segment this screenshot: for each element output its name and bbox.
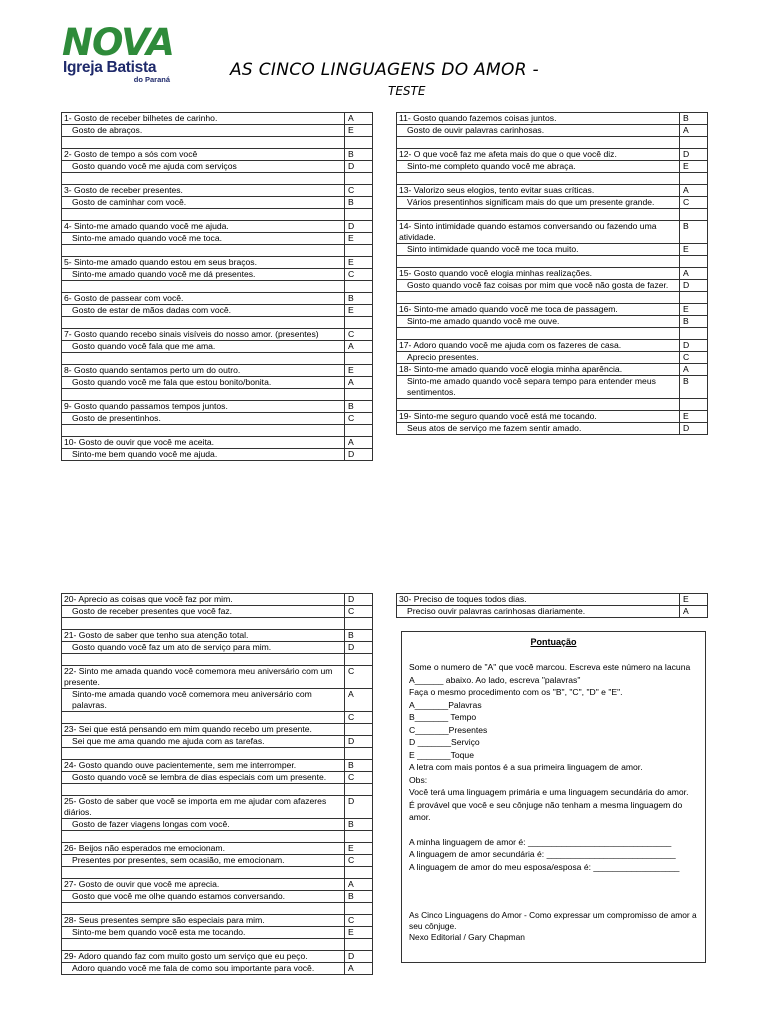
scoring-obs: Obs:	[409, 774, 428, 785]
letter-cell: E	[345, 927, 373, 939]
statement-cell: Gosto quando você me fala que estou bonito/bonita.	[62, 377, 345, 389]
spacer-cell	[62, 784, 345, 796]
score-line-e: E _______Toque	[409, 749, 474, 760]
question-row	[62, 257, 373, 269]
question-row	[397, 209, 708, 221]
spacer-cell	[62, 389, 345, 401]
question-row	[62, 963, 373, 975]
score-line-d: D _______Serviço	[409, 737, 480, 747]
letter-cell: A	[680, 125, 708, 137]
question-row	[62, 891, 373, 903]
question-table-right-bottom	[396, 593, 708, 618]
spacer-cell	[397, 328, 680, 340]
statement-cell: 1- Gosto de receber bilhetes de carinho.	[62, 113, 345, 125]
letter-cell: D	[345, 161, 373, 173]
letter-cell: C	[680, 197, 708, 209]
letter-cell	[345, 389, 373, 401]
question-row	[62, 831, 373, 843]
question-row	[62, 329, 373, 341]
letter-cell: B	[345, 630, 373, 642]
letter-cell: C	[345, 666, 373, 689]
letter-cell	[345, 654, 373, 666]
statement-cell: 15- Gosto quando você elogia minhas realizações.	[397, 268, 680, 280]
letter-cell: B	[680, 316, 708, 328]
fill-secondary: A linguagem de amor secundária é: ___________________________	[409, 849, 676, 859]
statement-cell: Sinto-me completo quando você me abraça.	[397, 161, 680, 173]
spacer-cell	[62, 903, 345, 915]
statement-cell: Preciso ouvir palavras carinhosas diariamente.	[397, 606, 680, 618]
question-row	[397, 594, 708, 606]
statement-cell: Sinto-me bem quando você esta me tocando.	[62, 927, 345, 939]
question-row	[397, 376, 708, 399]
statement-cell: Gosto quando você fala que me ama.	[62, 341, 345, 353]
statement-cell: 12- O que você faz me afeta mais do que o que você diz.	[397, 149, 680, 161]
letter-cell: E	[345, 125, 373, 137]
statement-cell: Gosto de presentinhos.	[62, 413, 345, 425]
spacer-cell	[62, 939, 345, 951]
question-row	[62, 630, 373, 642]
question-row	[62, 185, 373, 197]
statement-cell: 8- Gosto quando sentamos perto um do outro.	[62, 365, 345, 377]
score-line-a: A_______Palavras	[409, 699, 482, 710]
statement-cell: Gosto quando você se lembra de dias especiais com um presente.	[62, 772, 345, 784]
question-row	[62, 269, 373, 281]
letter-cell	[345, 281, 373, 293]
question-row	[397, 340, 708, 352]
question-row	[62, 113, 373, 125]
reference-author: Nexo Editorial / Gary Chapman	[409, 932, 525, 942]
question-row	[397, 149, 708, 161]
question-row	[62, 317, 373, 329]
statement-cell: 21- Gosto de saber que tenho sua atenção total.	[62, 630, 345, 642]
fill-spouse: A linguagem de amor do meu esposa/esposa é: __________________	[409, 861, 680, 872]
question-row	[62, 425, 373, 437]
letter-cell	[345, 724, 373, 736]
letter-cell: C	[345, 606, 373, 618]
statement-cell: Gosto de abraços.	[62, 125, 345, 137]
statement-cell: Gosto de receber presentes que você faz.	[62, 606, 345, 618]
question-row	[397, 185, 708, 197]
question-row	[397, 399, 708, 411]
statement-cell: Sinto intimidade quando você me toca muito.	[397, 244, 680, 256]
letter-cell	[345, 748, 373, 760]
letter-cell: A	[345, 377, 373, 389]
letter-cell: A	[680, 606, 708, 618]
letter-cell: B	[680, 221, 708, 244]
letter-cell: D	[680, 340, 708, 352]
question-row	[62, 149, 373, 161]
question-row	[397, 316, 708, 328]
question-table-right-top	[396, 112, 708, 435]
letter-cell: E	[680, 161, 708, 173]
statement-cell: Sinto-me amado quando você me ouve.	[397, 316, 680, 328]
question-row	[62, 389, 373, 401]
letter-cell	[345, 317, 373, 329]
scoring-first: A letra com mais pontos é a sua primeira linguagem de amor.	[409, 762, 643, 772]
question-row	[397, 292, 708, 304]
spacer-cell	[62, 712, 345, 724]
question-row	[62, 654, 373, 666]
statement-cell: 7- Gosto quando recebo sinais visíveis do nosso amor. (presentes)	[62, 329, 345, 341]
question-row	[62, 879, 373, 891]
question-row	[62, 161, 373, 173]
question-row	[62, 843, 373, 855]
letter-cell: C	[345, 855, 373, 867]
statement-cell: 16- Sinto-me amado quando você me toca de passagem.	[397, 304, 680, 316]
question-row	[62, 449, 373, 461]
statement-cell: Sinto-me amada quando você comemora meu aniversário com palavras.	[62, 689, 345, 712]
spacer-cell	[62, 209, 345, 221]
spacer-cell	[397, 209, 680, 221]
question-row	[397, 328, 708, 340]
scoring-obs2: É provável que você e seu cônjuge não tenham a mesma linguagem do amor.	[409, 799, 683, 822]
statement-cell: Aprecio presentes.	[397, 352, 680, 364]
letter-cell: B	[345, 760, 373, 772]
letter-cell: B	[345, 891, 373, 903]
letter-cell: D	[345, 221, 373, 233]
letter-cell	[345, 618, 373, 630]
question-row	[62, 618, 373, 630]
spacer-cell	[62, 867, 345, 879]
letter-cell: D	[345, 796, 373, 819]
logo-igreja: Igreja Batista	[63, 59, 157, 76]
letter-cell: E	[345, 233, 373, 245]
letter-cell: E	[680, 411, 708, 423]
statement-cell: Sinto-me bem quando você me ajuda.	[62, 449, 345, 461]
question-row	[62, 341, 373, 353]
spacer-cell	[62, 137, 345, 149]
question-row	[397, 137, 708, 149]
question-row	[397, 244, 708, 256]
letter-cell: B	[345, 819, 373, 831]
letter-cell: D	[680, 280, 708, 292]
reference-note	[409, 910, 699, 943]
score-line-b: B_______ Tempo	[409, 712, 477, 722]
question-row	[62, 221, 373, 233]
spacer-cell	[62, 245, 345, 257]
letter-cell: B	[680, 113, 708, 125]
question-row	[397, 197, 708, 209]
statement-cell: 29- Adoro quando faz com muito gosto um serviço que eu peço.	[62, 951, 345, 963]
letter-cell: A	[345, 437, 373, 449]
spacer-cell	[62, 317, 345, 329]
question-row	[62, 642, 373, 654]
letter-cell: A	[345, 963, 373, 975]
scoring-intro2: Faça o mesmo procedimento com os "B", "C", "D" e "E".	[409, 687, 623, 697]
question-row	[62, 209, 373, 221]
question-row	[397, 352, 708, 364]
question-row	[62, 293, 373, 305]
statement-cell: 11- Gosto quando fazemos coisas juntos.	[397, 113, 680, 125]
letter-cell: E	[680, 244, 708, 256]
question-row	[397, 364, 708, 376]
church-logo	[62, 21, 174, 84]
letter-cell: C	[345, 915, 373, 927]
statement-cell: Gosto quando você faz um ato de serviço para mim.	[62, 642, 345, 654]
question-row	[62, 353, 373, 365]
question-table-left-top	[61, 112, 373, 461]
letter-cell: B	[345, 149, 373, 161]
question-row	[62, 594, 373, 606]
letter-cell: C	[345, 269, 373, 281]
letter-cell: C	[345, 712, 373, 724]
statement-cell: Gosto de caminhar com você.	[62, 197, 345, 209]
spacer-cell	[62, 281, 345, 293]
statement-cell: 4- Sinto-me amado quando você me ajuda.	[62, 221, 345, 233]
score-line-c: C_______Presentes	[409, 724, 488, 735]
question-row	[62, 724, 373, 736]
question-row	[397, 280, 708, 292]
letter-cell: A	[345, 341, 373, 353]
question-row	[62, 125, 373, 137]
letter-cell	[345, 867, 373, 879]
logo-parana: do Paraná	[133, 75, 170, 84]
spacer-cell	[62, 425, 345, 437]
statement-cell: 19- Sinto-me seguro quando você está me tocando.	[397, 411, 680, 423]
question-row	[62, 951, 373, 963]
letter-cell: D	[680, 423, 708, 435]
scoring-intro: Some o numero de "A" que você marcou. Escreva este número na lacuna A______ abaixo. Ao lado, escreva "palavras"	[409, 662, 691, 685]
statement-cell: 27- Gosto de ouvir que você me aprecia.	[62, 879, 345, 891]
letter-cell	[680, 209, 708, 221]
statement-cell: 14- Sinto intimidade quando estamos conversando ou fazendo uma atividade.	[397, 221, 680, 244]
question-row	[62, 281, 373, 293]
question-row	[62, 855, 373, 867]
letter-cell	[345, 209, 373, 221]
question-row	[62, 939, 373, 951]
statement-cell: 25- Gosto de saber que você se importa em me ajudar com afazeres diários.	[62, 796, 345, 819]
statement-cell: 23- Sei que está pensando em mim quando recebo um presente.	[62, 724, 345, 736]
question-row	[62, 606, 373, 618]
letter-cell: E	[345, 257, 373, 269]
question-row	[62, 245, 373, 257]
statement-cell: 9- Gosto quando passamos tempos juntos.	[62, 401, 345, 413]
letter-cell	[345, 939, 373, 951]
question-row	[397, 411, 708, 423]
question-row	[397, 423, 708, 435]
statement-cell: Sei que me ama quando me ajuda com as tarefas.	[62, 736, 345, 748]
question-row	[397, 113, 708, 125]
question-row	[62, 173, 373, 185]
spacer-cell	[397, 292, 680, 304]
letter-cell	[680, 173, 708, 185]
question-row	[62, 233, 373, 245]
letter-cell	[680, 256, 708, 268]
statement-cell: 13- Valorizo seus elogios, tento evitar suas críticas.	[397, 185, 680, 197]
letter-cell: C	[680, 352, 708, 364]
question-row	[62, 377, 373, 389]
statement-cell: 10- Gosto de ouvir que você me aceita.	[62, 437, 345, 449]
statement-cell: 18- Sinto-me amado quando você elogia minha aparência.	[397, 364, 680, 376]
question-row	[62, 748, 373, 760]
spacer-cell	[62, 831, 345, 843]
question-row	[62, 689, 373, 712]
statement-cell: Gosto de fazer viagens longas com você.	[62, 819, 345, 831]
question-row	[62, 784, 373, 796]
letter-cell: E	[345, 365, 373, 377]
scoring-box	[401, 631, 706, 963]
statement-cell: 6- Gosto de passear com você.	[62, 293, 345, 305]
letter-cell: D	[680, 149, 708, 161]
spacer-cell	[62, 353, 345, 365]
spacer-cell	[62, 173, 345, 185]
statement-cell: 26- Beijos não esperados me emocionam.	[62, 843, 345, 855]
letter-cell: A	[345, 879, 373, 891]
letter-cell	[345, 245, 373, 257]
letter-cell: B	[680, 376, 708, 399]
letter-cell: E	[345, 843, 373, 855]
letter-cell	[345, 353, 373, 365]
statement-cell: 30- Preciso de toques todos dias.	[397, 594, 680, 606]
question-table-left-bottom	[61, 593, 373, 975]
letter-cell: A	[680, 364, 708, 376]
spacer-cell	[62, 654, 345, 666]
letter-cell: D	[345, 736, 373, 748]
statement-cell: 20- Aprecio as coisas que você faz por mim.	[62, 594, 345, 606]
letter-cell	[345, 903, 373, 915]
question-row	[62, 867, 373, 879]
question-row	[397, 304, 708, 316]
spacer-cell	[397, 137, 680, 149]
letter-cell: D	[345, 449, 373, 461]
question-row	[62, 666, 373, 689]
letter-cell: D	[345, 951, 373, 963]
scoring-obs1: Você terá uma linguagem primária e uma linguagem secundária do amor.	[409, 787, 689, 797]
statement-cell: 5- Sinto-me amado quando estou em seus braços.	[62, 257, 345, 269]
question-row	[62, 401, 373, 413]
question-row	[62, 915, 373, 927]
statement-cell: Sinto-me amado quando você me dá presentes.	[62, 269, 345, 281]
question-row	[397, 125, 708, 137]
question-row	[62, 903, 373, 915]
spacer-cell	[62, 618, 345, 630]
letter-cell: B	[345, 293, 373, 305]
statement-cell: 28- Seus presentes sempre são especiais para mim.	[62, 915, 345, 927]
statement-cell: Gosto quando você me ajuda com serviços	[62, 161, 345, 173]
question-row	[62, 760, 373, 772]
spacer-cell	[397, 399, 680, 411]
question-row	[62, 305, 373, 317]
letter-cell: B	[345, 197, 373, 209]
statement-cell: 17- Adoro quando você me ajuda com os fazeres de casa.	[397, 340, 680, 352]
question-row	[397, 221, 708, 244]
letter-cell	[345, 173, 373, 185]
question-row	[62, 365, 373, 377]
letter-cell: E	[680, 304, 708, 316]
question-row	[62, 712, 373, 724]
letter-cell: A	[680, 185, 708, 197]
spacer-cell	[62, 748, 345, 760]
question-row	[62, 437, 373, 449]
letter-cell: D	[345, 642, 373, 654]
letter-cell: A	[345, 689, 373, 712]
letter-cell: E	[345, 305, 373, 317]
question-row	[397, 606, 708, 618]
statement-cell: 22- Sinto me amada quando você comemora meu aniversário com um presente.	[62, 666, 345, 689]
reference-title: As Cinco Linguagens do Amor - Como expressar um compromisso de amor a seu cônjuge.	[409, 910, 697, 931]
spacer-cell	[397, 256, 680, 268]
letter-cell: C	[345, 185, 373, 197]
statement-cell: Seus atos de serviço me fazem sentir amado.	[397, 423, 680, 435]
letter-cell	[680, 399, 708, 411]
statement-cell: Adoro quando você me fala de como sou importante para você.	[62, 963, 345, 975]
logo-nova: NOVA	[62, 21, 174, 64]
question-row	[62, 413, 373, 425]
question-row	[62, 137, 373, 149]
question-row	[62, 927, 373, 939]
page-subtitle: TESTE	[388, 84, 426, 98]
letter-cell: E	[680, 594, 708, 606]
letter-cell	[680, 292, 708, 304]
statement-cell: 24- Gosto quando ouve pacientemente, sem me interromper.	[62, 760, 345, 772]
question-row	[62, 796, 373, 819]
statement-cell: Sinto-me amado quando você separa tempo para entender meus sentimentos.	[397, 376, 680, 399]
letter-cell	[345, 137, 373, 149]
fill-primary: A minha linguagem de amor é: ______________________________	[409, 836, 672, 847]
question-row	[62, 772, 373, 784]
spacer-cell	[397, 173, 680, 185]
statement-cell: Gosto que você me olhe quando estamos conversando.	[62, 891, 345, 903]
letter-cell: A	[345, 113, 373, 125]
question-row	[397, 256, 708, 268]
statement-cell: Gosto de estar de mãos dadas com você.	[62, 305, 345, 317]
statement-cell: Sinto-me amado quando você me toca.	[62, 233, 345, 245]
statement-cell: 3- Gosto de receber presentes.	[62, 185, 345, 197]
letter-cell: C	[345, 413, 373, 425]
letter-cell	[345, 831, 373, 843]
letter-cell: D	[345, 594, 373, 606]
letter-cell: C	[345, 329, 373, 341]
statement-cell: Presentes por presentes, sem ocasião, me emocionam.	[62, 855, 345, 867]
statement-cell: Gosto quando você faz coisas por mim que você não gosta de fazer.	[397, 280, 680, 292]
letter-cell	[345, 784, 373, 796]
question-row	[397, 268, 708, 280]
letter-cell	[680, 328, 708, 340]
statement-cell: Gosto de ouvir palavras carinhosas.	[397, 125, 680, 137]
statement-cell: Vários presentinhos significam mais do que um presente grande.	[397, 197, 680, 209]
question-row	[397, 161, 708, 173]
letter-cell	[680, 137, 708, 149]
letter-cell	[345, 425, 373, 437]
statement-cell: 2- Gosto de tempo a sós com você	[62, 149, 345, 161]
letter-cell: A	[680, 268, 708, 280]
scoring-heading: Pontuação	[530, 637, 577, 647]
question-row	[62, 819, 373, 831]
question-row	[62, 736, 373, 748]
page-title: AS CINCO LINGUAGENS DO AMOR -	[230, 60, 539, 80]
question-row	[62, 197, 373, 209]
question-row	[397, 173, 708, 185]
letter-cell: B	[345, 401, 373, 413]
letter-cell: C	[345, 772, 373, 784]
scoring-body	[409, 661, 699, 873]
